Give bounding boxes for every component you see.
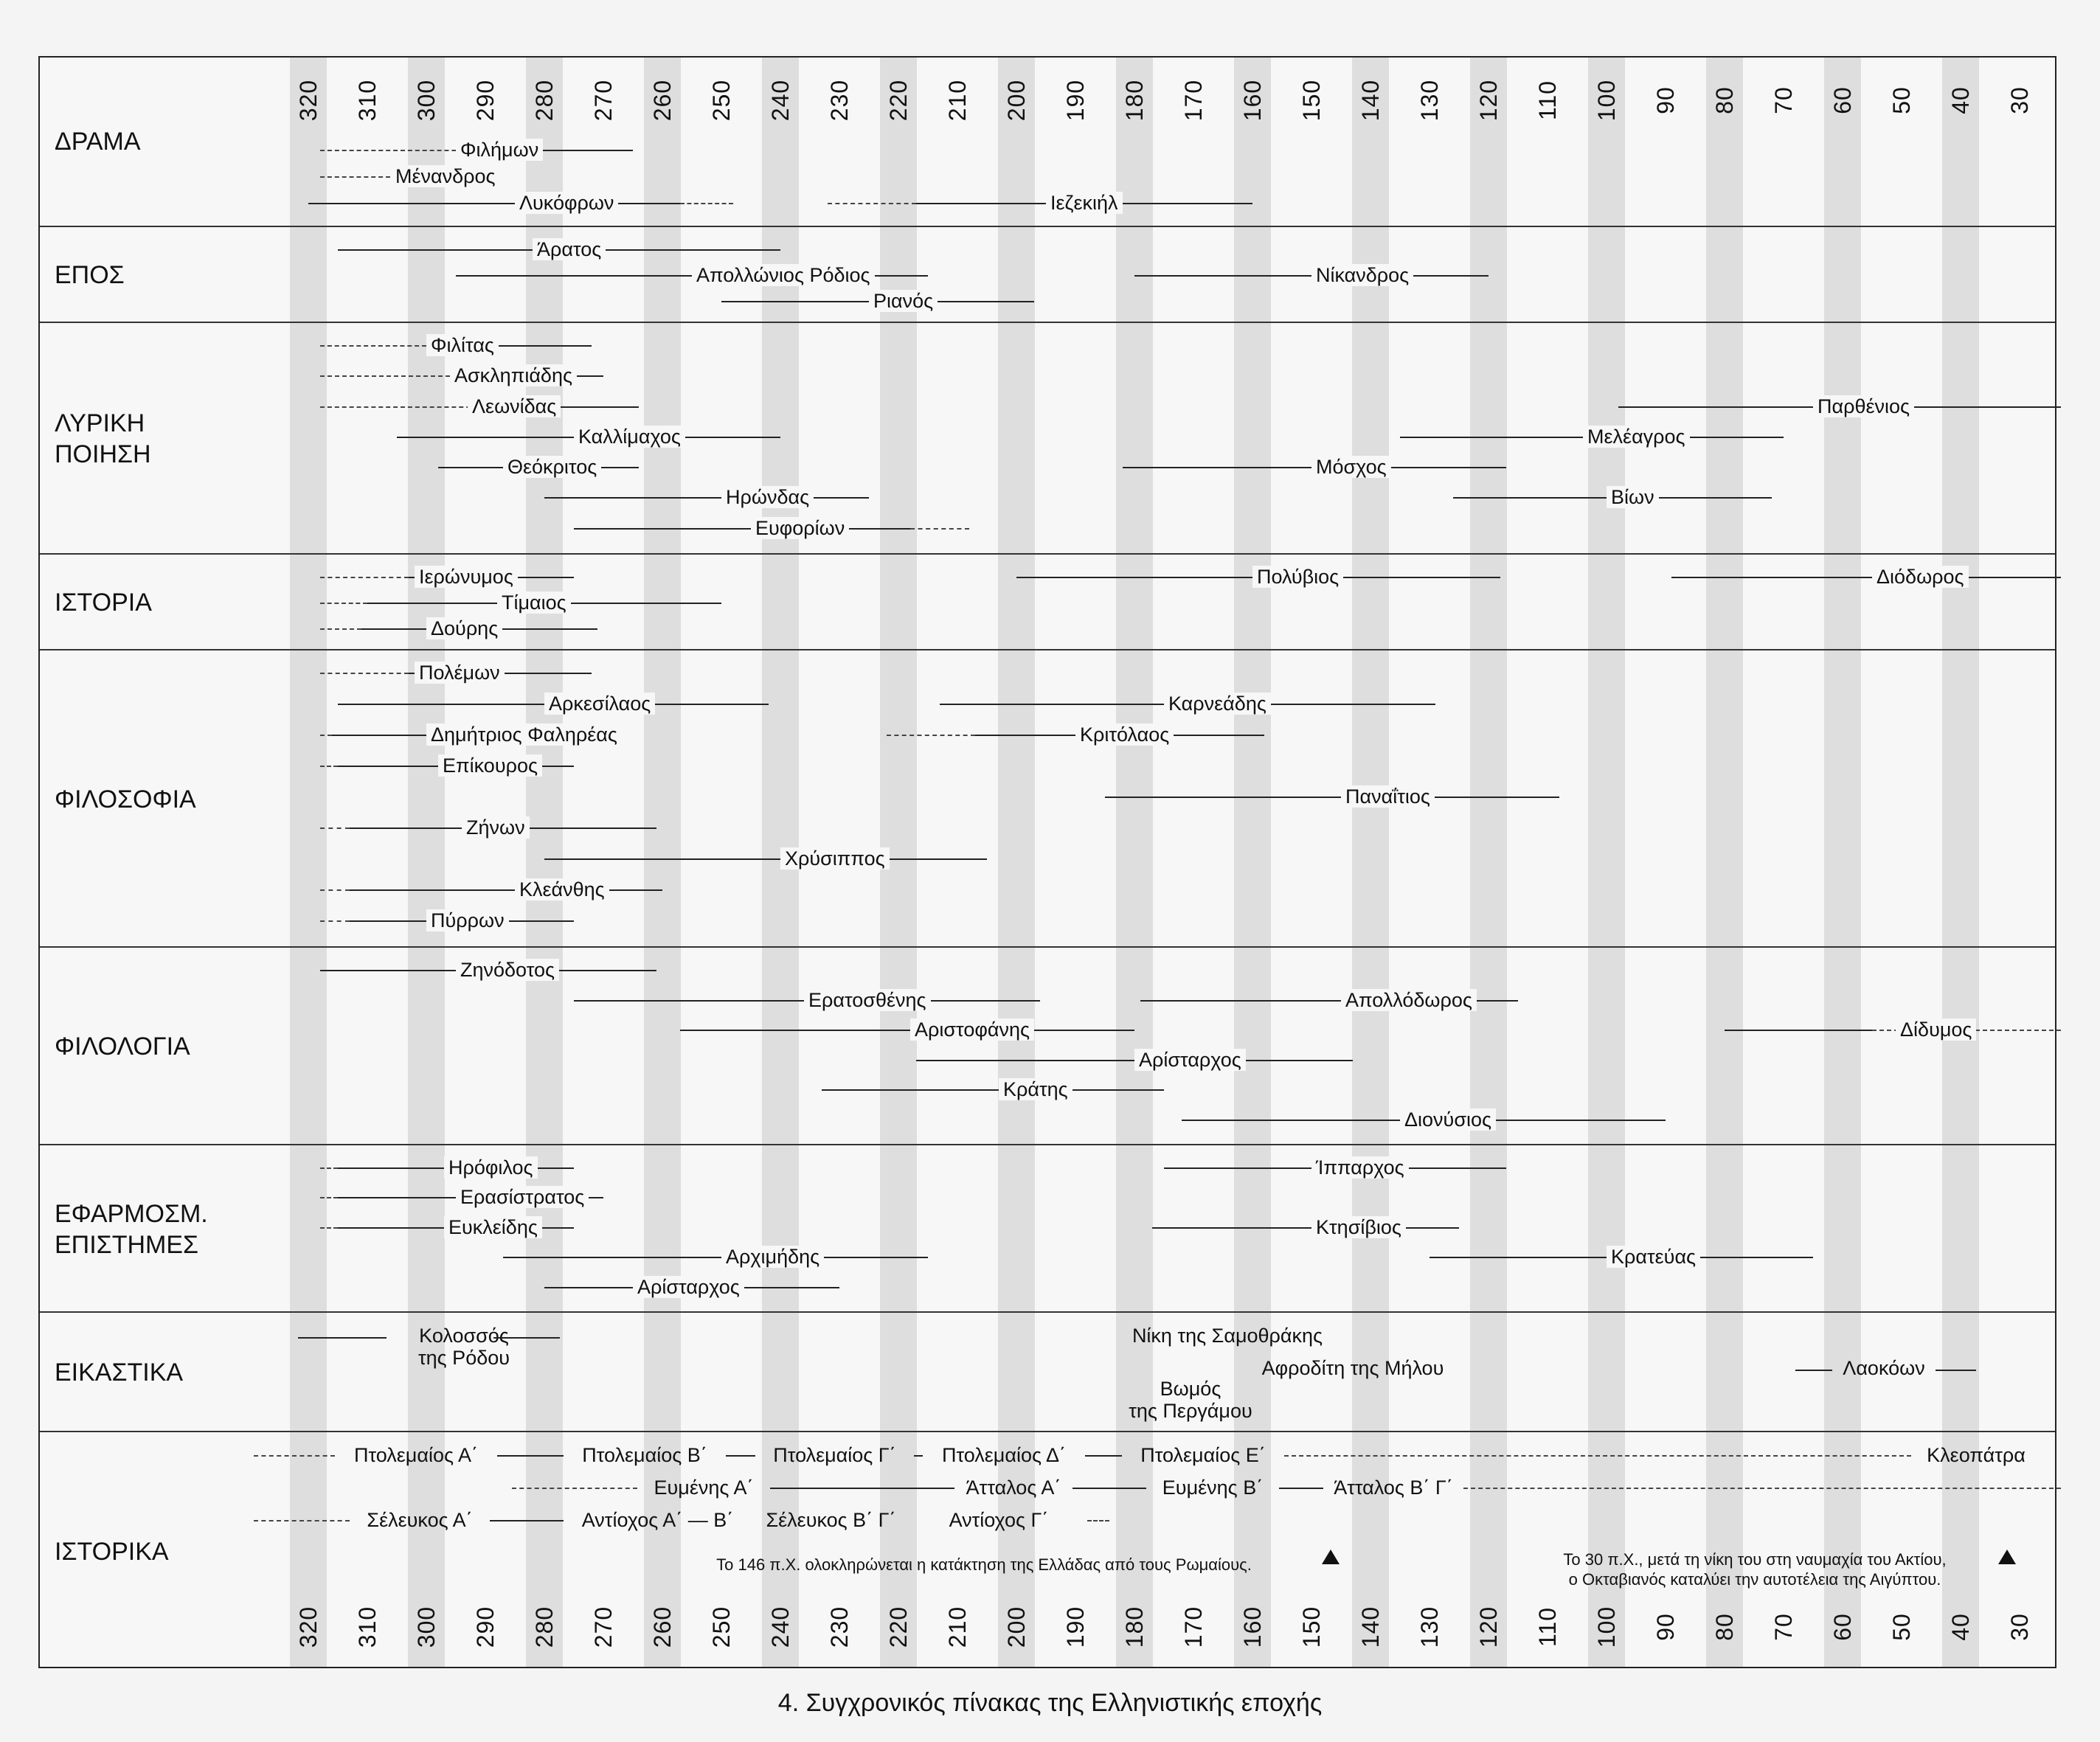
year-tick-top: 230 — [826, 79, 853, 122]
year-tick-bottom: 140 — [1357, 1606, 1384, 1648]
person-name: Παρθένιος — [1813, 395, 1914, 417]
section — [40, 649, 2055, 946]
category-label: ΦΙΛΟΛΟΓΙΑ — [55, 1033, 190, 1061]
ruler-attalos-2-3: Άτταλος Β΄ Γ΄ — [1334, 1476, 1453, 1499]
person-name: Ηρόφιλος — [444, 1156, 538, 1179]
year-tick-bottom: 210 — [944, 1606, 971, 1648]
ruler-kleopatra: Κλεοπάτρα — [1927, 1444, 2026, 1466]
section — [40, 322, 2055, 553]
lifespan-uncertain — [320, 889, 350, 891]
year-tick-top: 140 — [1357, 79, 1384, 122]
person-name: Φιλήμων — [456, 139, 543, 161]
note-146: Το 146 π.Χ. ολοκληρώνεται η κατάκτηση της Ελλάδας από τους Ρωμαίους. — [716, 1555, 1252, 1574]
ruler-antiochos-1-2: Αντίοχος Α΄ — Β΄ — [581, 1509, 734, 1531]
lifespan-line — [544, 858, 987, 860]
person-name: Καλλίμαχος — [574, 426, 685, 448]
year-tick-top: 120 — [1475, 79, 1502, 122]
person-name: Πολέμων — [415, 662, 505, 684]
year-tick-bottom: 120 — [1475, 1606, 1502, 1648]
ruler-seleukos-1: Σέλευκος Α΄ — [367, 1509, 473, 1531]
art-niki: Νίκη της Σαμοθράκης — [1132, 1325, 1323, 1347]
ruler-line — [914, 1455, 923, 1457]
person-name: Τίμαιος — [497, 591, 571, 614]
person-name: Χρύσιππος — [780, 847, 890, 870]
person-name: Κτησίβιος — [1311, 1216, 1406, 1238]
person-name: Αριστοφάνης — [910, 1019, 1034, 1041]
year-tick-top: 170 — [1180, 79, 1207, 122]
year-tick-top: 40 — [1947, 86, 1974, 114]
lifespan-uncertain — [680, 203, 733, 204]
person-name: Επίκουρος — [438, 754, 542, 777]
lifespan-uncertain — [320, 766, 338, 767]
lifespan-line — [1152, 1227, 1459, 1229]
lifespan-uncertain — [320, 1197, 338, 1198]
ruler-line — [1279, 1488, 1323, 1489]
year-tick-bottom: 190 — [1062, 1606, 1089, 1648]
person-name: Νίκανδρος — [1311, 264, 1413, 286]
person-name: Απολλώνιος Ρόδιος — [692, 264, 875, 286]
year-tick-top: 180 — [1121, 79, 1148, 122]
lifespan-uncertain — [320, 577, 409, 578]
lifespan-line — [1105, 797, 1559, 798]
laokoon-line-right — [1936, 1370, 1976, 1371]
category-label: ΦΙΛΟΣΟΦΙΑ — [55, 785, 196, 813]
person-name: Ασκληπιάδης — [450, 364, 577, 386]
lifespan-line — [1671, 577, 2061, 578]
year-tick-top: 160 — [1239, 79, 1266, 122]
ruler-ptolemy-3: Πτολεμαίος Γ΄ — [773, 1444, 896, 1466]
category-label: ΕΦΑΡΜΟΣΜ. ΕΠΙΣΤΗΜΕΣ — [55, 1199, 208, 1259]
kolossos-line-left — [298, 1337, 387, 1339]
ruler-line — [1284, 1455, 1911, 1457]
year-tick-bottom: 270 — [590, 1606, 617, 1648]
lifespan-line — [680, 1030, 1134, 1031]
person-name: Βίων — [1607, 486, 1659, 508]
year-tick-top: 270 — [590, 79, 617, 122]
lifespan-line — [574, 528, 910, 530]
lifespan-line — [1725, 1030, 1872, 1031]
person-name: Ζηνόδοτος — [456, 959, 559, 981]
year-tick-bottom: 280 — [531, 1606, 558, 1648]
ruler-line — [1463, 1488, 2061, 1489]
lifespan-uncertain — [320, 1167, 338, 1169]
year-tick-bottom: 60 — [1829, 1613, 1856, 1641]
year-tick-top: 280 — [531, 79, 558, 122]
person-name: Ευκλείδης — [444, 1216, 542, 1238]
person-name: Μελέαγρος — [1583, 426, 1690, 448]
category-label: ΙΣΤΟΡΙΚΑ — [55, 1538, 169, 1566]
lifespan-uncertain — [828, 203, 916, 204]
year-tick-top: 190 — [1062, 79, 1089, 122]
year-tick-bottom: 170 — [1180, 1606, 1207, 1648]
person-name: Φιλίτας — [426, 334, 499, 356]
year-tick-bottom: 30 — [2006, 1613, 2033, 1641]
year-tick-bottom: 150 — [1298, 1606, 1325, 1648]
year-tick-bottom: 180 — [1121, 1606, 1148, 1648]
person-name: Πολύβιος — [1252, 566, 1343, 588]
year-tick-top: 320 — [295, 79, 322, 122]
person-name: Δίδυμος — [1896, 1019, 1976, 1041]
year-tick-bottom: 240 — [767, 1606, 794, 1648]
year-tick-bottom: 110 — [1534, 1607, 1561, 1648]
person-name: Θεόκριτος — [503, 456, 601, 478]
lifespan-uncertain — [910, 528, 969, 530]
kolossos-line-right — [493, 1337, 560, 1339]
ruler-seleukos-2-3: Σέλευκος Β΄ Γ΄ — [766, 1509, 896, 1531]
year-tick-top: 50 — [1888, 86, 1915, 114]
person-name: Κράτης — [999, 1078, 1072, 1100]
person-name: Ζήνων — [462, 816, 530, 839]
person-name: Λεωνίδας — [468, 395, 561, 417]
lifespan-uncertain — [320, 920, 350, 922]
person-name: Λυκόφρων — [515, 192, 618, 214]
year-tick-bottom: 80 — [1711, 1613, 1738, 1641]
ruler-line — [512, 1488, 637, 1489]
ruler-line — [726, 1455, 755, 1457]
year-tick-top: 220 — [885, 79, 912, 122]
section — [40, 553, 2055, 649]
art-kolossos: Κολοσσός της Ρόδου — [417, 1325, 510, 1369]
person-name: Ερατοσθένης — [804, 989, 931, 1011]
ruler-line — [1087, 1520, 1109, 1521]
art-laokoon: Λαοκόων — [1843, 1357, 1925, 1379]
section — [40, 58, 2055, 226]
lifespan-uncertain — [320, 345, 426, 347]
category-label: ΙΣΤΟΡΙΑ — [55, 589, 152, 617]
year-tick-bottom: 220 — [885, 1606, 912, 1648]
year-tick-bottom: 160 — [1239, 1606, 1266, 1648]
art-vomos: Βωμός της Περγάμου — [1129, 1378, 1252, 1422]
year-tick-bottom: 320 — [295, 1606, 322, 1648]
lifespan-uncertain — [320, 603, 367, 604]
year-tick-top: 200 — [1003, 79, 1030, 122]
lifespan-line — [503, 1257, 928, 1258]
person-name: Μένανδρος — [391, 165, 500, 187]
lifespan-line — [544, 497, 869, 499]
category-label: ΕΠΟΣ — [55, 261, 125, 289]
person-name: Αρκεσίλαος — [544, 693, 655, 715]
person-name: Ίππαρχος — [1311, 1156, 1409, 1179]
person-name: Δούρης — [426, 617, 502, 639]
person-name: Ιερώνυμος — [415, 566, 518, 588]
lifespan-uncertain — [320, 406, 485, 408]
person-name: Διόδωρος — [1872, 566, 1969, 588]
lifespan-uncertain — [320, 375, 450, 377]
year-tick-top: 100 — [1593, 79, 1620, 122]
ruler-ptolemy-4: Πτολεμαίος Δ΄ — [941, 1444, 1067, 1466]
lifespan-uncertain — [320, 628, 361, 630]
category-label: ΔΡΑΜΑ — [55, 128, 141, 156]
year-tick-bottom: 230 — [826, 1606, 853, 1648]
lifespan-uncertain — [320, 735, 332, 736]
person-name: Ηρώνδας — [721, 486, 814, 508]
triangle-marker-30 — [1998, 1550, 2016, 1564]
person-name: Ιεζεκιήλ — [1046, 192, 1123, 214]
person-name: Κριτόλαος — [1075, 723, 1174, 746]
ruler-ptolemy-1: Πτολεμαίος Α΄ — [353, 1444, 479, 1466]
ruler-line — [1072, 1488, 1146, 1489]
person-name: Κρατεύας — [1607, 1246, 1700, 1268]
person-name: Αρχιμήδης — [721, 1246, 824, 1268]
year-tick-bottom: 310 — [354, 1606, 381, 1648]
art-afroditi: Αφροδίτη της Μήλου — [1261, 1357, 1444, 1379]
year-tick-top: 130 — [1416, 79, 1443, 122]
year-tick-bottom: 40 — [1947, 1613, 1974, 1641]
year-tick-top: 300 — [413, 79, 440, 122]
year-tick-top: 60 — [1829, 86, 1856, 114]
year-tick-top: 210 — [944, 79, 971, 122]
person-name: Άρατος — [533, 238, 606, 260]
ruler-antiochos-3: Αντίοχος Γ΄ — [949, 1509, 1049, 1531]
category-label: ΛΥΡΙΚΗ ΠΟΙΗΣΗ — [55, 409, 151, 468]
lifespan-line — [822, 1089, 1164, 1091]
year-tick-bottom: 50 — [1888, 1613, 1915, 1641]
laokoon-line-left — [1795, 1370, 1832, 1371]
year-tick-top: 90 — [1652, 86, 1679, 114]
ruler-eumenes-1: Ευμένης Α΄ — [654, 1476, 754, 1499]
lifespan-uncertain — [320, 673, 409, 674]
person-name: Κλεάνθης — [515, 878, 609, 901]
lifespan-line — [308, 203, 680, 204]
year-tick-top: 30 — [2006, 86, 2033, 114]
figure-caption: 4. Συγχρονικός πίνακας της Ελληνιστικής εποχής — [777, 1689, 1323, 1717]
ruler-ptolemy-5: Πτολεμαίος Ε΄ — [1140, 1444, 1266, 1466]
ruler-attalos-1: Άτταλος Α΄ — [966, 1476, 1061, 1499]
ruler-line — [490, 1520, 564, 1521]
person-name: Δημήτριος Φαληρέας — [426, 723, 622, 746]
ruler-line — [254, 1520, 350, 1521]
year-tick-bottom: 130 — [1416, 1606, 1443, 1648]
person-name: Αρίσταρχος — [1134, 1049, 1246, 1071]
year-tick-bottom: 70 — [1770, 1613, 1797, 1641]
section — [40, 1144, 2055, 1311]
person-name: Αρίσταρχος — [633, 1276, 744, 1298]
year-tick-top: 110 — [1534, 80, 1561, 121]
year-tick-bottom: 260 — [649, 1606, 676, 1648]
year-tick-top: 80 — [1711, 86, 1738, 114]
person-name: Διονύσιος — [1400, 1108, 1496, 1131]
year-tick-bottom: 300 — [413, 1606, 440, 1648]
year-tick-top: 150 — [1298, 79, 1325, 122]
ruler-eumenes-2: Ευμένης Β΄ — [1162, 1476, 1264, 1499]
section — [40, 1311, 2055, 1431]
person-name: Καρνεάδης — [1164, 693, 1271, 715]
lifespan-line — [350, 889, 662, 891]
chronology-table — [38, 56, 2056, 1668]
ruler-line — [497, 1455, 564, 1457]
lifespan-uncertain — [320, 1227, 338, 1229]
note-30: Το 30 π.Χ., μετά τη νίκη του στη ναυμαχία του Ακτίου, ο Οκταβιανός καταλύει την αυτοτέλεια της Αιγύπτου. — [1563, 1550, 1947, 1589]
year-tick-bottom: 290 — [472, 1606, 499, 1648]
triangle-marker-146 — [1322, 1550, 1340, 1564]
person-name: Απολλόδωρος — [1341, 989, 1477, 1011]
section — [40, 946, 2055, 1144]
year-tick-top: 260 — [649, 79, 676, 122]
year-tick-bottom: 250 — [708, 1606, 735, 1648]
person-name: Ριανός — [869, 290, 938, 312]
year-tick-bottom: 200 — [1003, 1606, 1030, 1648]
ruler-line — [1085, 1455, 1122, 1457]
year-tick-top: 310 — [354, 79, 381, 122]
person-name: Μόσχος — [1311, 456, 1391, 478]
person-name: Ευφορίων — [751, 517, 849, 539]
lifespan-uncertain — [887, 735, 975, 736]
year-tick-top: 290 — [472, 79, 499, 122]
person-name: Ερασίστρατος — [456, 1186, 589, 1208]
section — [40, 226, 2055, 322]
ruler-line — [770, 1488, 954, 1489]
ruler-ptolemy-2: Πτολεμαίος Β΄ — [582, 1444, 707, 1466]
ruler-line — [254, 1455, 335, 1457]
year-tick-bottom: 100 — [1593, 1606, 1620, 1648]
person-name: Πύρρων — [426, 909, 509, 931]
year-tick-top: 240 — [767, 79, 794, 122]
person-name: Παναΐτιος — [1341, 785, 1435, 808]
category-label: ΕΙΚΑΣΤΙΚΑ — [55, 1358, 184, 1387]
year-tick-bottom: 90 — [1652, 1613, 1679, 1641]
year-tick-top: 250 — [708, 79, 735, 122]
year-tick-top: 70 — [1770, 86, 1797, 114]
lifespan-uncertain — [320, 827, 350, 829]
